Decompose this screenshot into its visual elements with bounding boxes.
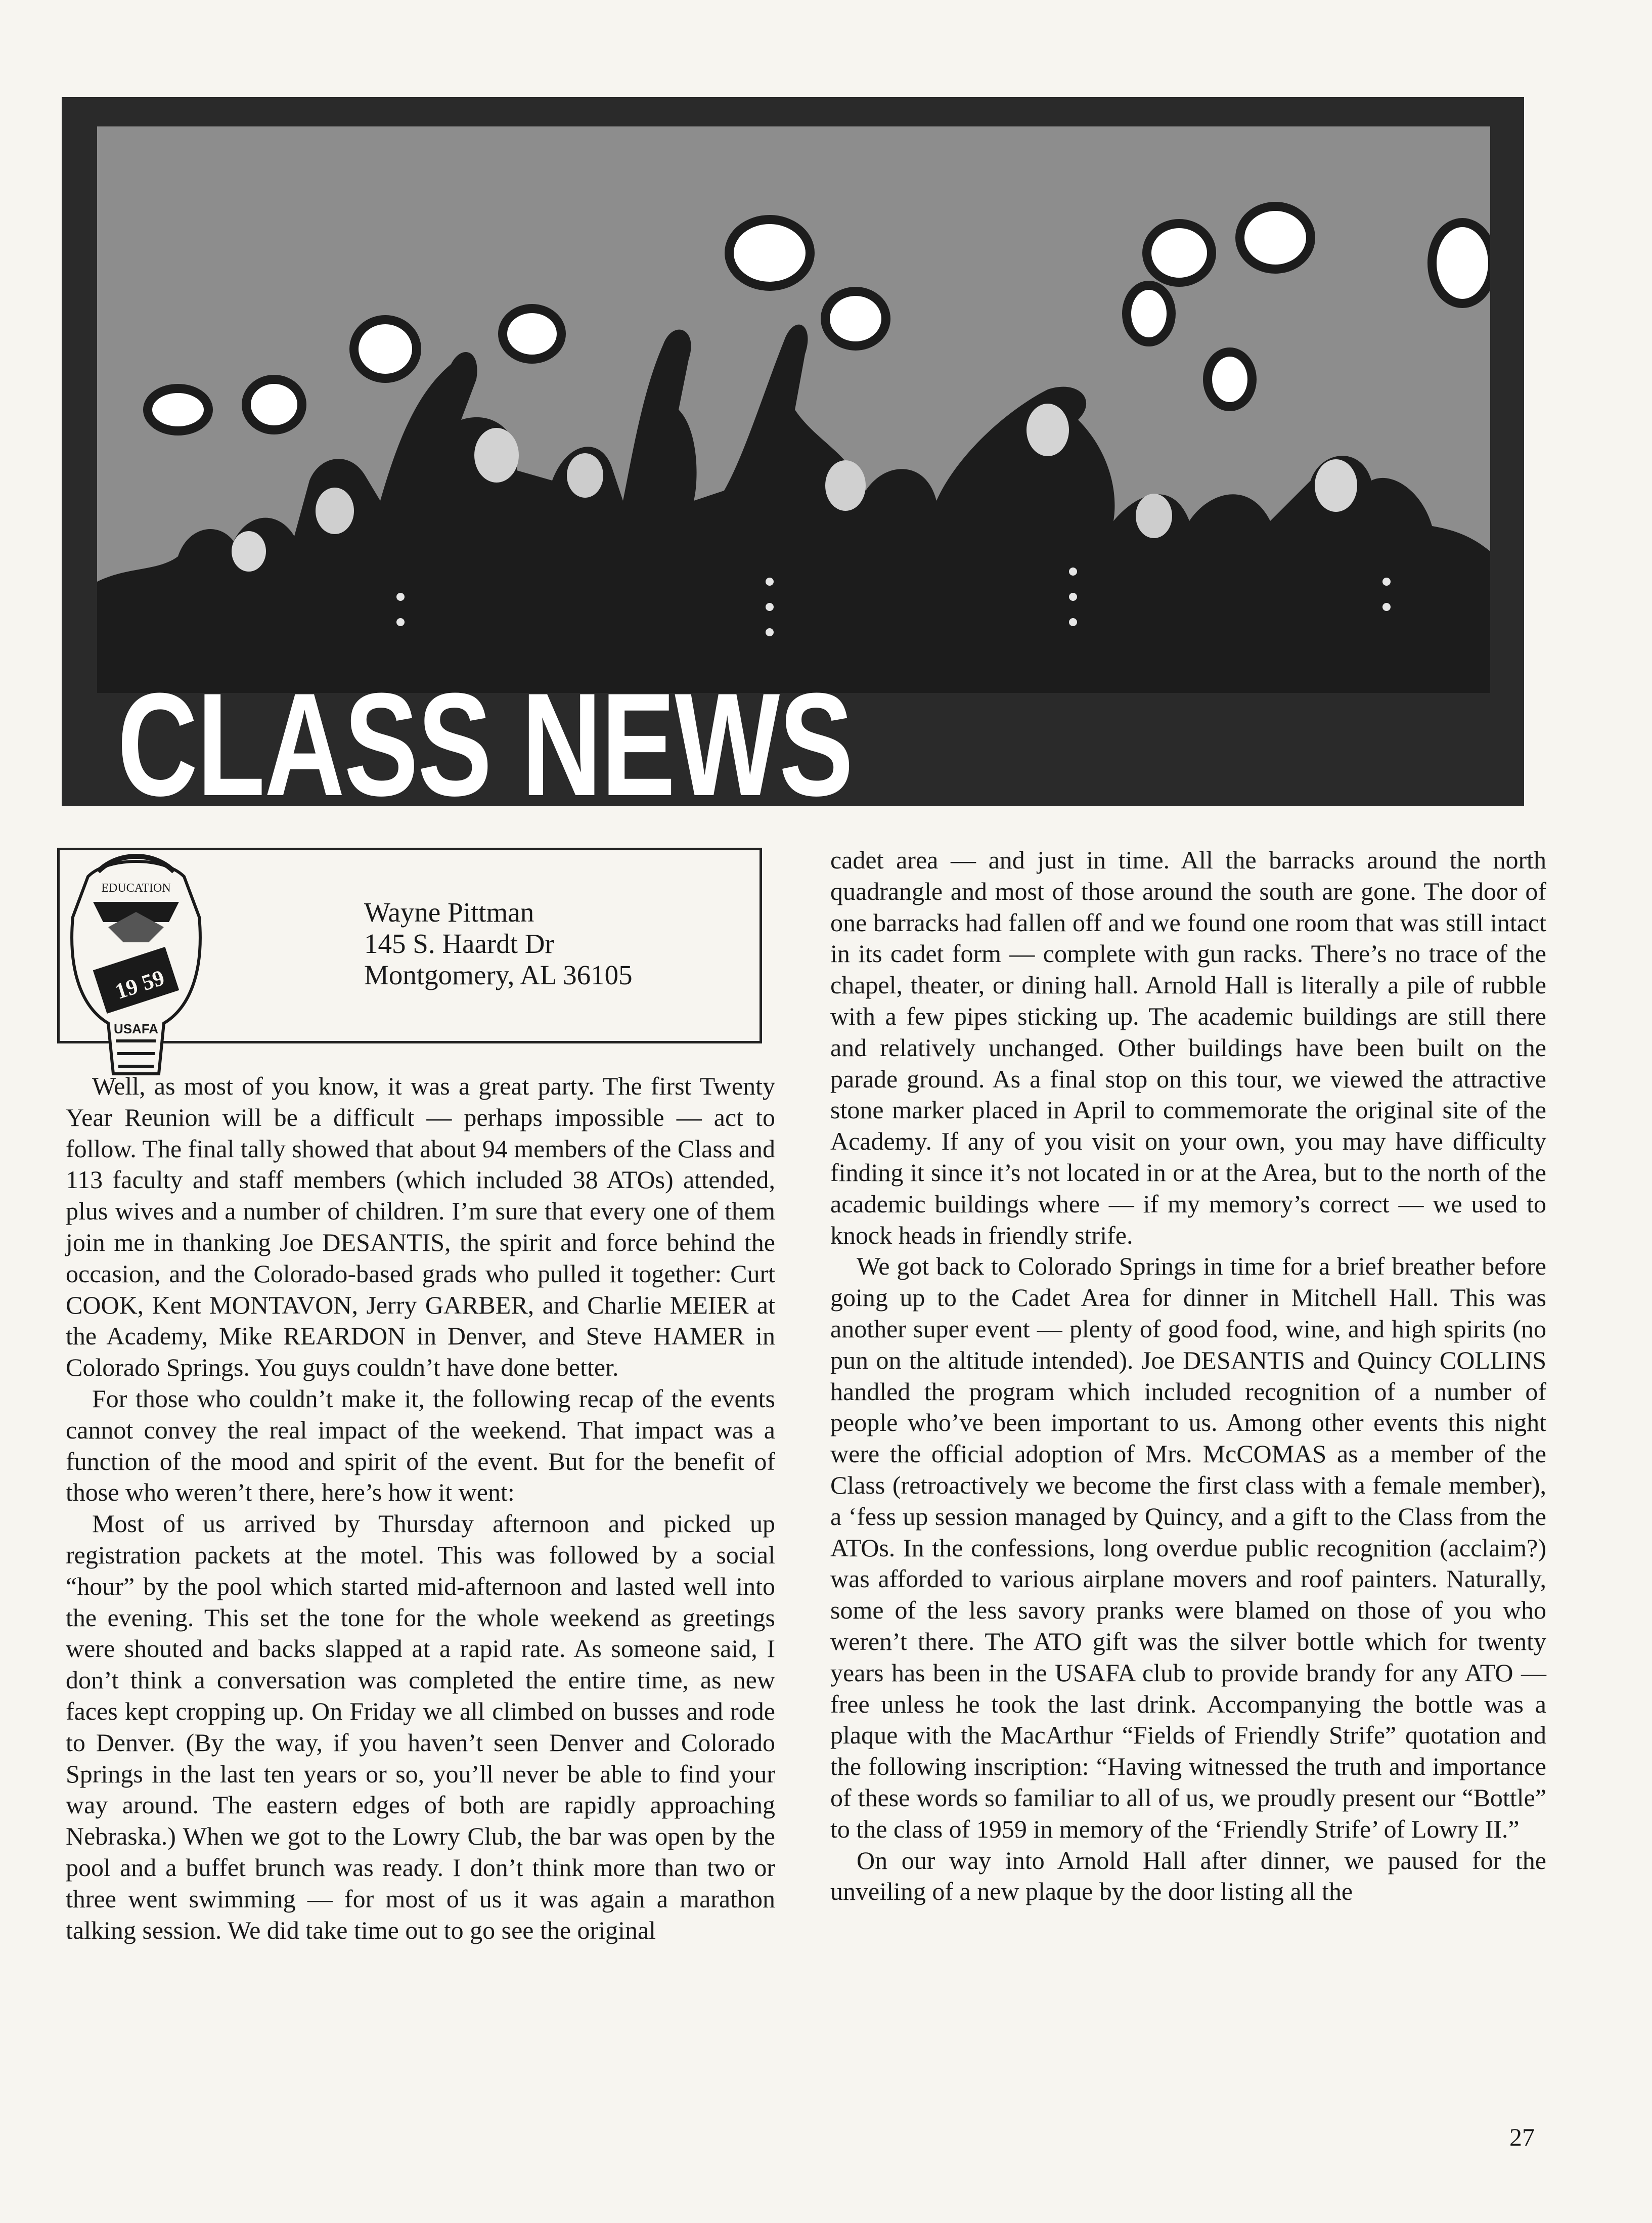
- page-number: 27: [1509, 2123, 1535, 2151]
- left-column: [66, 1071, 775, 1946]
- crest-motto-bottom: USAFA: [113, 1021, 159, 1036]
- paragraph: For those who couldn’t make it, the following recap of the events cannot convey the real impact of the weekend. That impact was a function of the mood and spirit of the event. But for the benefit of those who weren’t there, here’s how it went:: [66, 1384, 775, 1507]
- crest-motto-top: EDUCATION: [101, 882, 171, 895]
- banner: [62, 97, 1524, 826]
- correspondent-street: 145 S. Haardt Dr: [364, 928, 554, 959]
- crest-year-right: 59: [139, 965, 168, 996]
- cadet-crowd-silhouette: [97, 325, 1490, 693]
- paragraph: Well, as most of you know, it was a great party. The first Twenty Year Reunion will be a difficult — perhaps impossible — act to follow. The final tally showed that about 94 members of the Class and 113 faculty and staff members (which included 38 ATOs) attended, plus wives and a number of children. I’m sure that every one of them join me in thanking Joe DESANTIS, the spirit and force behind the occasion, and the Colorado-based grads who pulled it together: Curt COOK, Kent MONTAVON, Jerry GARBER, and Charlie MEIER at the Academy, Mike REARDON in Denver, and Steve HAMER in Colorado Springs. You guys couldn’t have done better.: [66, 1072, 775, 1382]
- correspondent-address: [364, 897, 633, 991]
- correspondent-name: Wayne Pittman: [364, 897, 534, 928]
- cadets-tossing-hats-icon: [97, 126, 1490, 693]
- correspondent-city: Montgomery, AL 36105: [364, 960, 633, 990]
- paragraph: cadet area — and just in time. All the barracks around the north quadrangle and most of those around the south are gone. The door of one barracks had fallen off and we found one room that was still intact in its cadet form — complete with gun racks. There’s no trace of the chapel, theater, or dining hall. Arnold Hall is literally a pile of rubble with a few pipes sticking up. The academic buildings are still there and relatively unchanged. Other buildings have been built on the parade ground. As a final stop on this tour, we viewed the attractive stone marker placed in April to commemorate the original site of the Academy. If any of you visit on your own, you may have difficulty finding it since it’s not located in or at the Area, but to the north of the academic buildings where — if my memory’s correct — we used to knock heads in friendly strife.: [830, 846, 1546, 1249]
- right-column: [830, 845, 1546, 1907]
- class-crest-1959-icon: [58, 841, 214, 1079]
- paragraph: On our way into Arnold Hall after dinner, we paused for the unveiling of a new plaque by the door listing all the: [830, 1846, 1546, 1906]
- page-title: CLASS NEWS: [117, 663, 853, 826]
- paragraph: Most of us arrived by Thursday afternoon and picked up registration packets at the motel. This was followed by a social “hour” by the pool which started mid-afternoon and lasted well into the evening. This set the tone for the whole weekend as greetings were shouted and backs slapped at a rapid rate. As someone said, I don’t think a conversation was completed the entire time, as new faces kept cropping up. On Friday we all climbed on busses and rode to Denver. (By the way, if you haven’t seen Denver and Colorado Springs in the last ten years or so, you’ll never be able to find your way around. The eastern edges of both are rapidly approaching Nebraska.) When we got to the Lowry Club, the bar was open by the pool and a buffet brunch was ready. I don’t think more than two or three went swimming — for most of us it was again a marathon talking session. We did take time out to go see the original: [66, 1509, 775, 1944]
- crest-year-left: 19: [112, 973, 141, 1005]
- paragraph: We got back to Colorado Springs in time for a brief breather before going up to the Cadet Area for dinner in Mitchell Hall. This was another super event — plenty of good food, wine, and high spirits (no pun on the altitude intended). Joe DESANTIS and Quincy COLLINS handled the program which included recognition of a number of people who’ve been important to us. Among other events this night were the official adoption of Mrs. McCOMAS as a member of the Class (retroactively we become the first class with a female member), a ‘fess up session managed by Quincy, and a gift to the Class from the ATOs. In the confessions, long overdue public recognition (acclaim?) was afforded to various airplane movers and roof painters. Naturally, some of the less savory pranks were blamed on those of you who weren’t there. The ATO gift was the silver bottle which for twenty years has been in the USAFA club to provide brandy for any ATO — free unless he took the last drink. Accompanying the bottle was a plaque with the MacArthur “Fields of Friendly Strife” quotation and the following inscription: “Having witnessed the truth and importance of these words so familiar to all of us, we proudly present our “Bottle” to the class of 1959 in memory of the ‘Friendly Strife’ of Lowry II.”: [830, 1252, 1546, 1843]
